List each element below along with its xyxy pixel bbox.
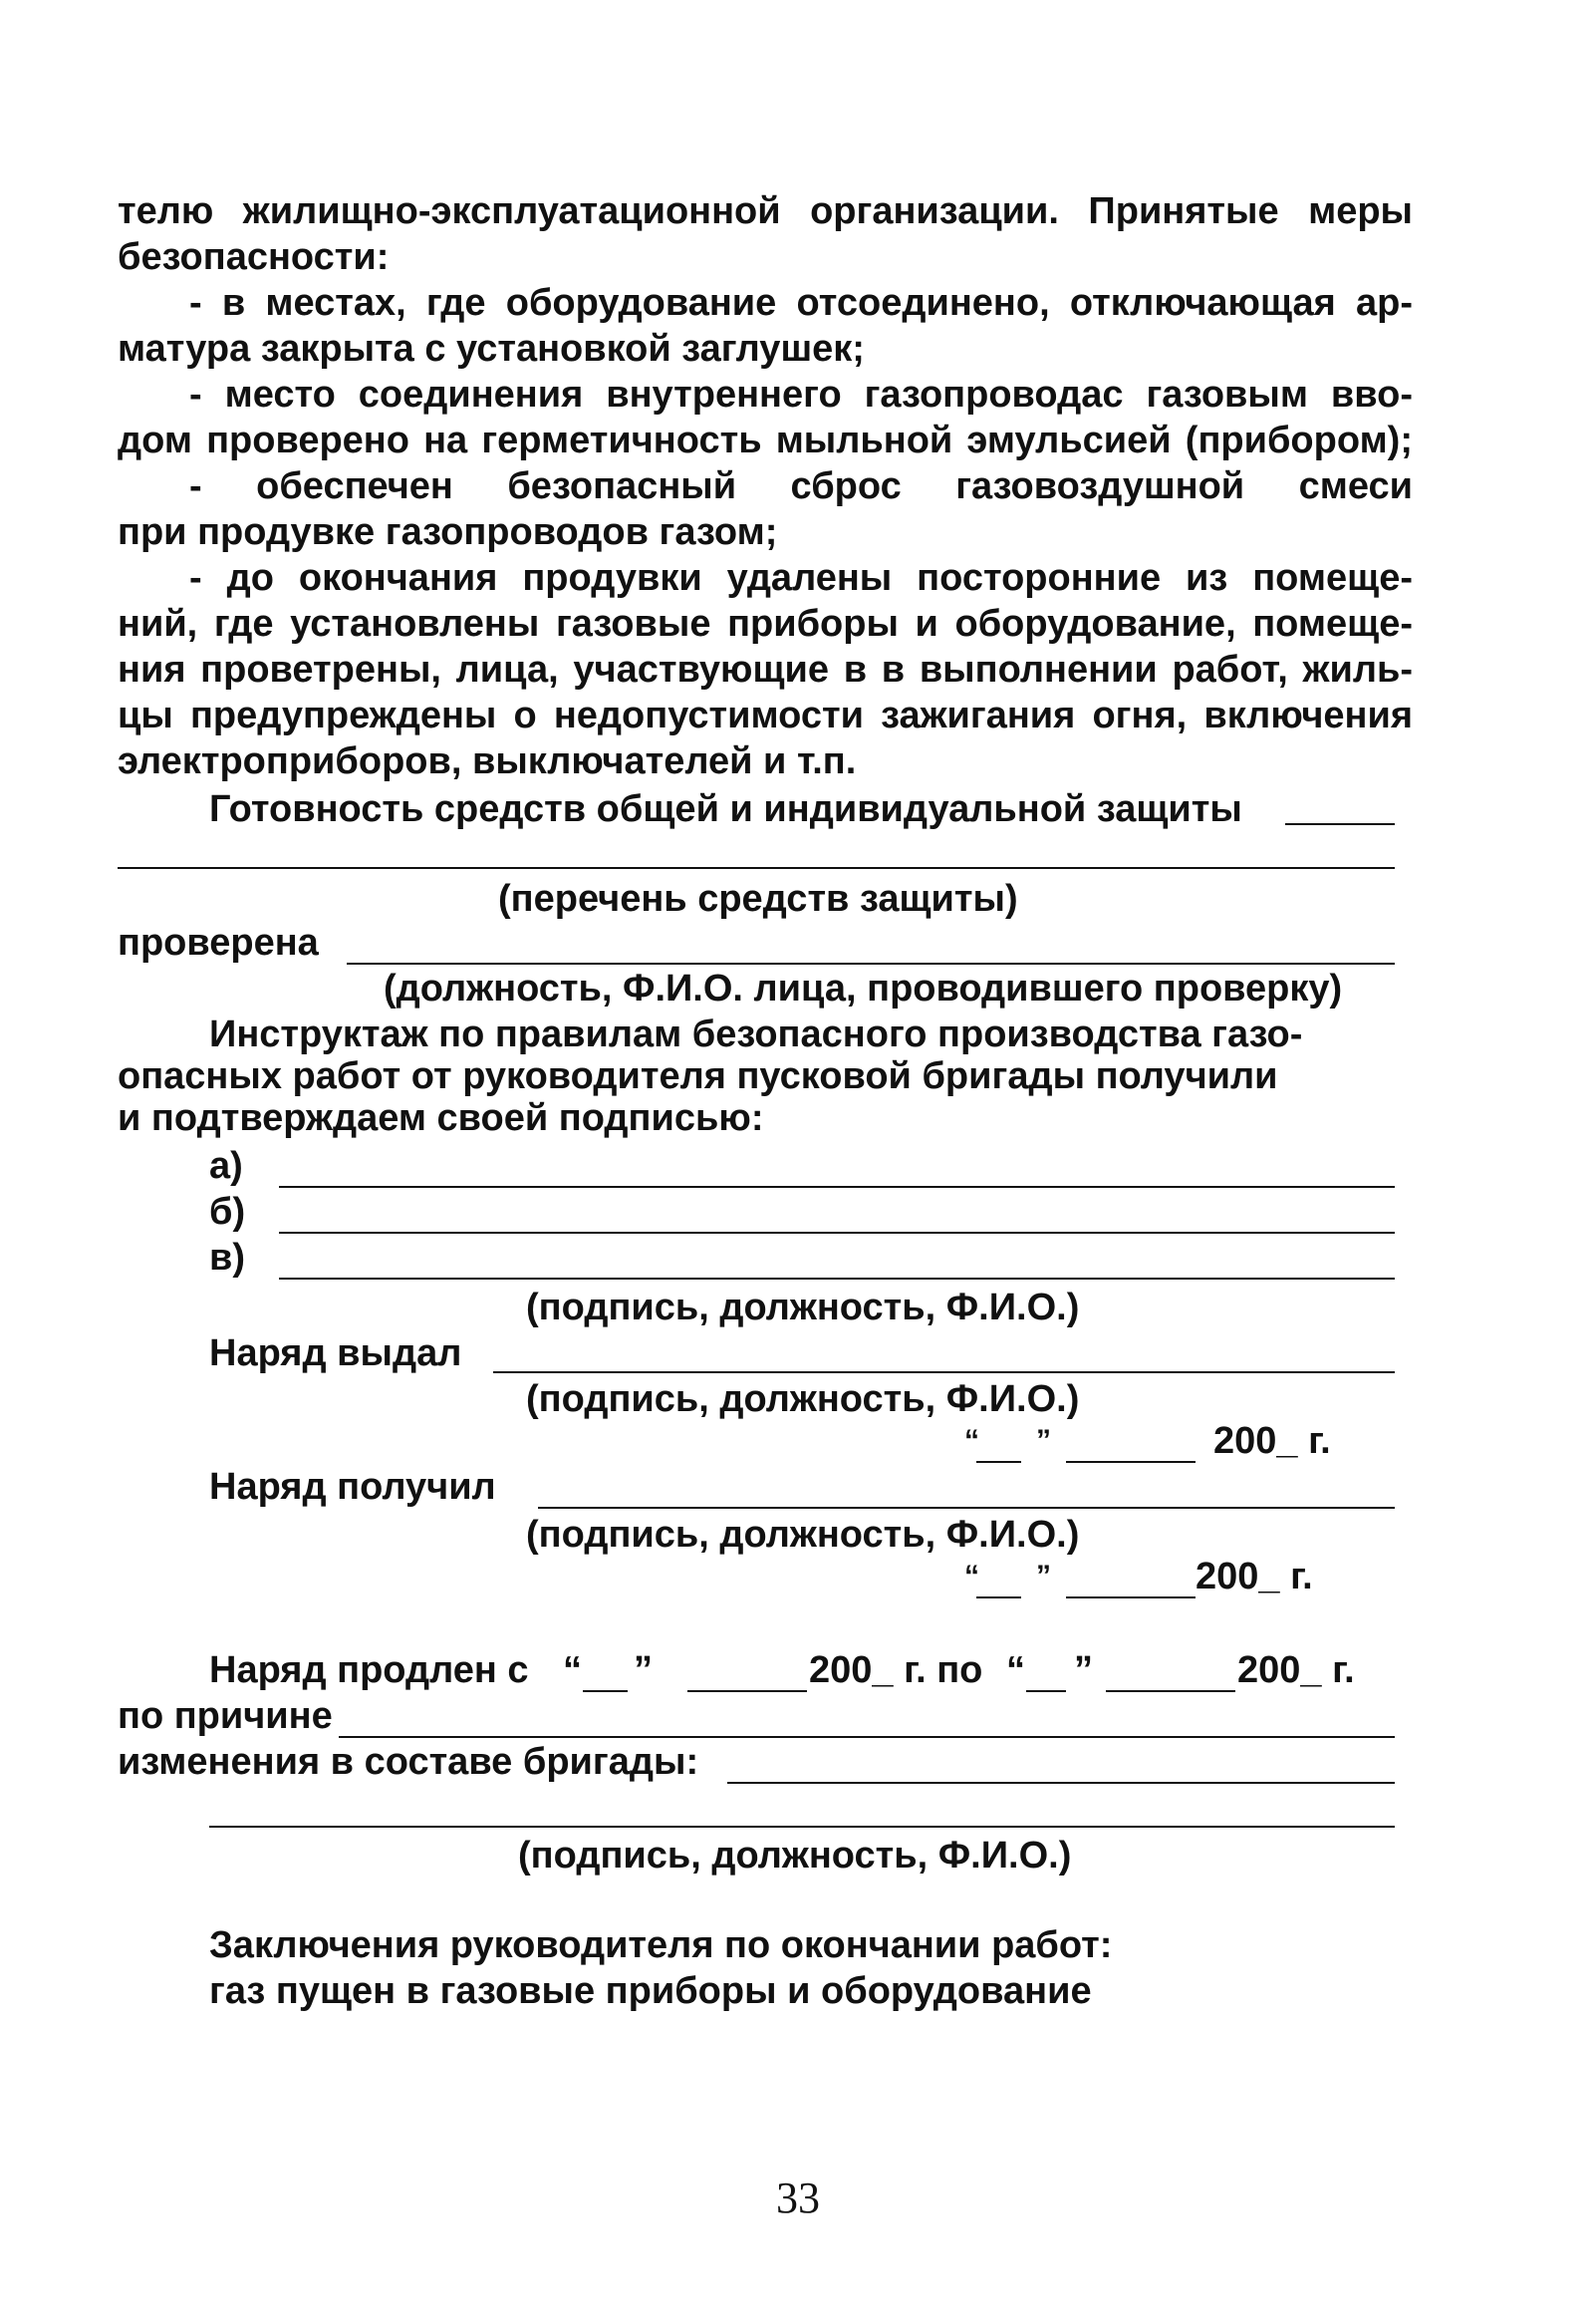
briefing-line: опасных работ от руководителя пусковой бригады получили [118, 1055, 1278, 1097]
conclusion-line: Заключения руководителя по окончании работ: [209, 1924, 1113, 1966]
paragraph-line: ния проветрены, лица, участвующие в в выполнении работ, жиль- [118, 649, 1413, 691]
conclusion-line: газ пущен в газовые приборы и оборудование [209, 1970, 1092, 2012]
extended-prefix: Наряд продлен с [209, 1649, 529, 1691]
signer-label: б) [209, 1191, 246, 1233]
caption-sign: (подпись, должность, Ф.И.О.) [518, 1835, 1072, 1877]
issued-blank[interactable] [493, 1371, 1395, 1373]
date-day-blank[interactable] [976, 1596, 1021, 1598]
reason-label: по причине [118, 1695, 333, 1737]
paragraph-line: - до окончания продувки удалены посторонние из помеще- [189, 557, 1413, 599]
briefing-line: Инструктаж по правилам безопасного производства газо- [209, 1013, 1303, 1055]
date-day-blank[interactable] [976, 1461, 1021, 1463]
team-change-blank[interactable] [727, 1782, 1395, 1784]
signer-label: а) [209, 1145, 243, 1187]
received-label: Наряд получил [209, 1466, 496, 1508]
paragraph-line: дом проверено на герметичность мыльной эмульсией (прибором); [118, 420, 1413, 461]
paragraph-line: - в местах, где оборудование отсоединено, отключающая ар- [189, 282, 1413, 324]
signer-label: в) [209, 1237, 246, 1279]
paragraph-line: телю жилищно-эксплуатационной организации. Принятые меры [118, 190, 1413, 232]
paragraph-line: ний, где установлены газовые приборы и оборудование, помеще- [118, 603, 1413, 645]
ext-to-day-blank[interactable] [1026, 1690, 1066, 1692]
readiness-blank[interactable] [1285, 823, 1395, 825]
paragraph-line: электроприборов, выключателей и т.п. [118, 740, 857, 782]
extended-middle: 200_ г. по [809, 1649, 983, 1691]
date-close-quote: ” [1036, 1560, 1051, 1592]
ext-from-month-blank[interactable] [687, 1690, 807, 1692]
caption-checker: (должность, Ф.И.О. лица, проводившего проверку) [384, 968, 1343, 1010]
date-year: 200_ г. [1213, 1420, 1331, 1462]
date-open-quote: “ [964, 1560, 979, 1592]
page-number: 33 [776, 2173, 820, 2222]
team-change-blank-line[interactable] [209, 1826, 1395, 1828]
reason-blank[interactable] [339, 1736, 1395, 1738]
date-month-blank[interactable] [1066, 1596, 1196, 1598]
received-blank[interactable] [538, 1507, 1395, 1509]
team-change-label: изменения в составе бригады: [118, 1741, 699, 1783]
paragraph-line: цы предупреждены о недопустимости зажигания огня, включения [118, 695, 1413, 736]
caption-sign: (подпись, должность, Ф.И.О.) [526, 1378, 1080, 1420]
date-close-quote: ” [1074, 1649, 1093, 1691]
ext-from-day-blank[interactable] [583, 1690, 628, 1692]
paragraph-line: при продувке газопроводов газом; [118, 511, 778, 553]
date-month-blank[interactable] [1066, 1461, 1196, 1463]
ext-to-month-blank[interactable] [1106, 1690, 1235, 1692]
date-open-quote: “ [964, 1424, 979, 1457]
signer-blank[interactable] [279, 1232, 1395, 1234]
readiness-text: Готовность средств общей и индивидуальной защиты [209, 788, 1242, 830]
paragraph-line: - обеспечен безопасный сброс газовоздушной смеси [189, 465, 1413, 507]
date-open-quote: “ [1006, 1649, 1025, 1691]
checked-label: проверена [118, 922, 319, 964]
caption-sign: (подпись, должность, Ф.И.О.) [526, 1514, 1080, 1556]
checked-blank[interactable] [347, 963, 1395, 965]
signer-blank[interactable] [279, 1278, 1395, 1280]
caption-means: (перечень средств защиты) [498, 878, 1018, 920]
paragraph-line: - место соединения внутреннего газопроводас газовым вво- [189, 374, 1413, 416]
signer-blank[interactable] [279, 1186, 1395, 1188]
means-blank-line[interactable] [118, 867, 1395, 869]
briefing-line: и подтверждаем своей подписью: [118, 1097, 764, 1139]
paragraph-line: матура закрыта с установкой заглушек; [118, 328, 865, 370]
date-close-quote: ” [1036, 1424, 1051, 1457]
extended-year: 200_ г. [1237, 1649, 1355, 1691]
date-close-quote: ” [634, 1649, 653, 1691]
paragraph-line: безопасности: [118, 236, 390, 278]
caption-sign: (подпись, должность, Ф.И.О.) [526, 1287, 1080, 1328]
issued-label: Наряд выдал [209, 1332, 462, 1374]
date-year: 200_ г. [1196, 1556, 1313, 1597]
date-open-quote: “ [563, 1649, 582, 1691]
